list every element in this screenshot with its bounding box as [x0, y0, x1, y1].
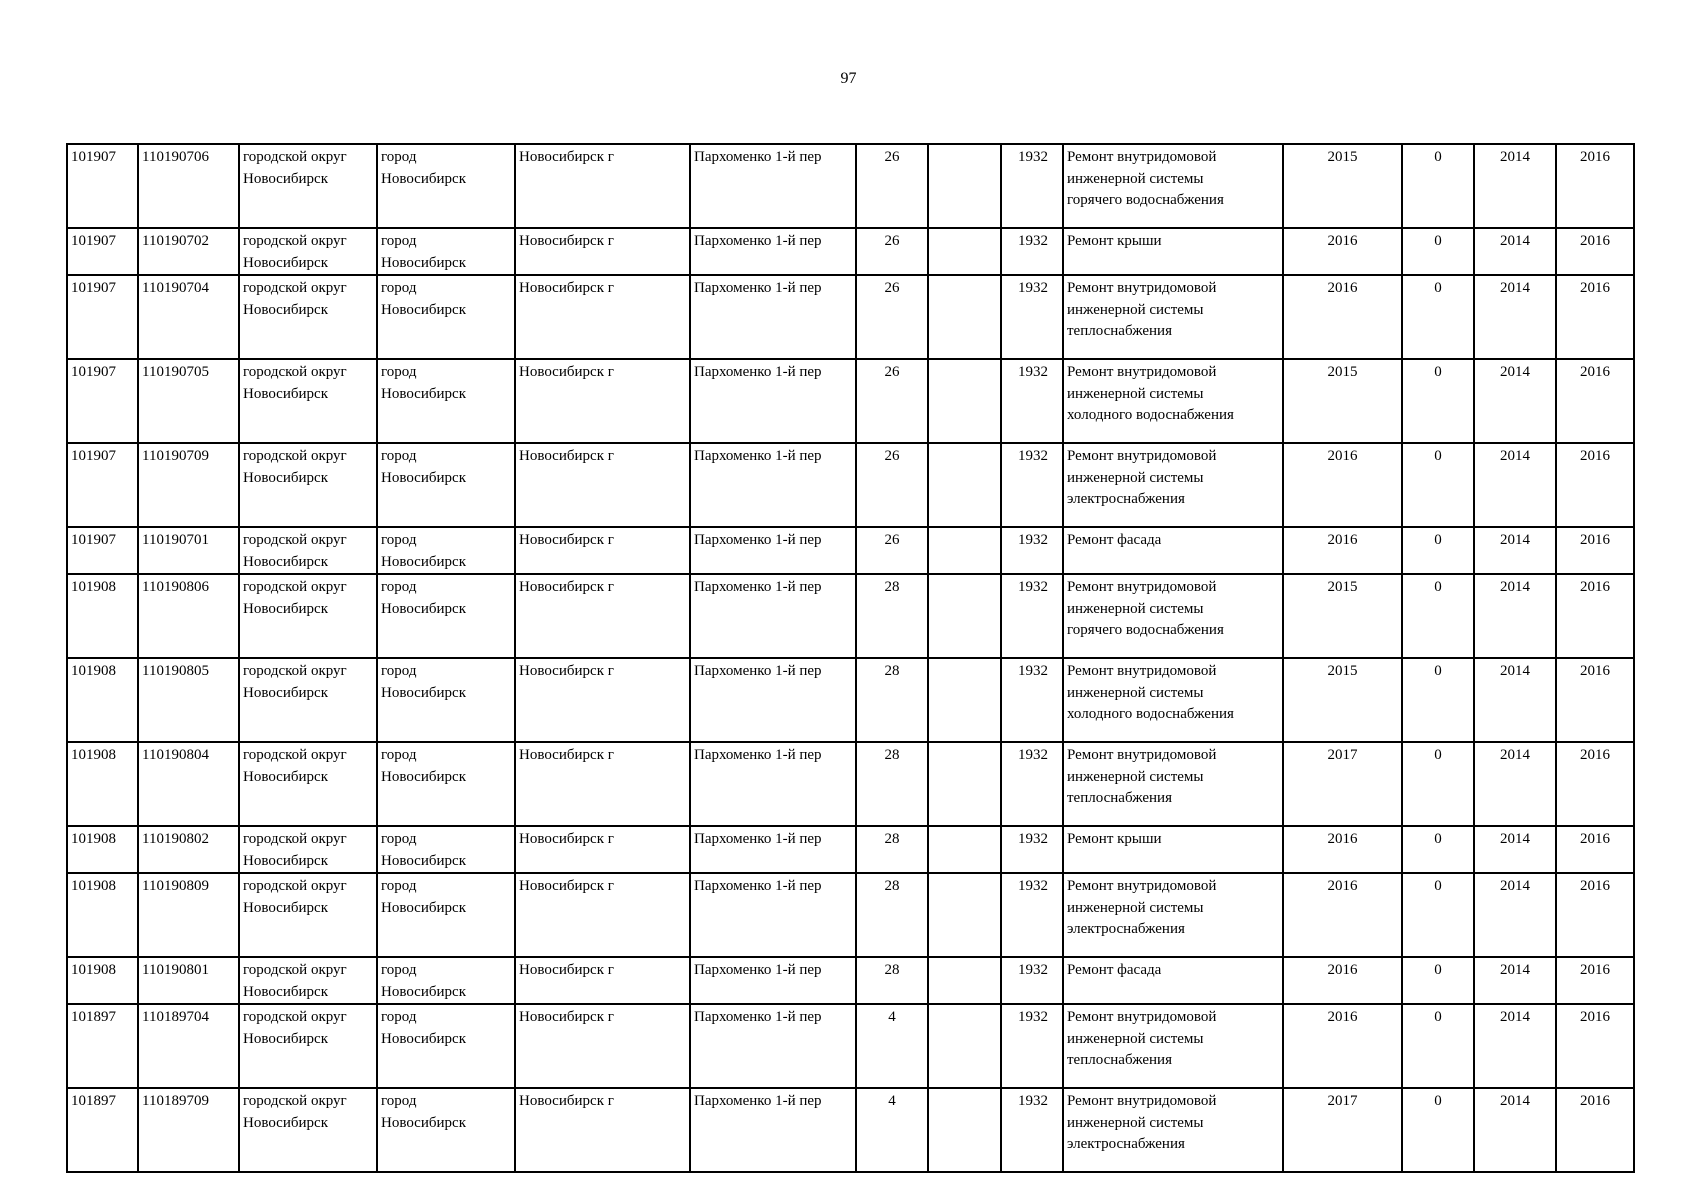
cell-settlement: город Новосибирск: [377, 742, 515, 826]
cell-house-number: 26: [856, 527, 928, 574]
cell-year-built: 1932: [1001, 443, 1063, 527]
cell-house-id: 101908: [67, 658, 138, 742]
cell-house-number: 28: [856, 742, 928, 826]
cell-locality: Новосибирск г: [515, 359, 690, 443]
table-row: [67, 957, 1634, 1004]
cell-municipality: городской округ Новосибирск: [239, 1004, 377, 1088]
cell-period-end: 2016: [1556, 574, 1634, 658]
cell-settlement: город Новосибирск: [377, 144, 515, 228]
cell-work-type: Ремонт внутридомовой инженерной системы холодного водоснабжения: [1063, 658, 1283, 742]
cell-work-id: 110190701: [138, 527, 239, 574]
cell-settlement: город Новосибирск: [377, 873, 515, 957]
cell-planned-year: 2016: [1283, 443, 1402, 527]
cell-street: Пархоменко 1-й пер: [690, 826, 856, 873]
cell-period-end: 2016: [1556, 443, 1634, 527]
cell-building: [928, 527, 1001, 574]
cell-building: [928, 742, 1001, 826]
cell-period-end: 2016: [1556, 275, 1634, 359]
cell-municipality: городской округ Новосибирск: [239, 873, 377, 957]
table-row: [67, 574, 1634, 658]
cell-work-id: 110190702: [138, 228, 239, 275]
cell-period-start: 2014: [1474, 275, 1556, 359]
cell-zero-value: 0: [1402, 658, 1474, 742]
cell-work-type: Ремонт фасада: [1063, 527, 1283, 574]
cell-house-id: 101907: [67, 144, 138, 228]
cell-year-built: 1932: [1001, 144, 1063, 228]
cell-locality: Новосибирск г: [515, 1004, 690, 1088]
cell-building: [928, 658, 1001, 742]
cell-house-number: 26: [856, 275, 928, 359]
table-row: [67, 873, 1634, 957]
cell-year-built: 1932: [1001, 527, 1063, 574]
cell-period-start: 2014: [1474, 144, 1556, 228]
cell-building: [928, 1004, 1001, 1088]
cell-building: [928, 359, 1001, 443]
repair-registry-table: [66, 143, 1635, 1173]
cell-municipality: городской округ Новосибирск: [239, 228, 377, 275]
page-number: 97: [840, 70, 857, 87]
cell-planned-year: 2016: [1283, 957, 1402, 1004]
cell-house-number: 28: [856, 873, 928, 957]
cell-building: [928, 228, 1001, 275]
cell-period-end: 2016: [1556, 228, 1634, 275]
cell-municipality: городской округ Новосибирск: [239, 1088, 377, 1172]
cell-year-built: 1932: [1001, 658, 1063, 742]
cell-street: Пархоменко 1-й пер: [690, 144, 856, 228]
cell-period-end: 2016: [1556, 527, 1634, 574]
cell-house-number: 26: [856, 359, 928, 443]
cell-street: Пархоменко 1-й пер: [690, 873, 856, 957]
cell-locality: Новосибирск г: [515, 527, 690, 574]
cell-locality: Новосибирск г: [515, 873, 690, 957]
cell-planned-year: 2015: [1283, 574, 1402, 658]
table-row: [67, 826, 1634, 873]
cell-zero-value: 0: [1402, 957, 1474, 1004]
cell-zero-value: 0: [1402, 228, 1474, 275]
cell-zero-value: 0: [1402, 873, 1474, 957]
cell-building: [928, 1088, 1001, 1172]
cell-zero-value: 0: [1402, 527, 1474, 574]
table-row: [67, 1004, 1634, 1088]
cell-work-id: 110190705: [138, 359, 239, 443]
cell-zero-value: 0: [1402, 826, 1474, 873]
cell-zero-value: 0: [1402, 275, 1474, 359]
cell-settlement: город Новосибирск: [377, 957, 515, 1004]
cell-locality: Новосибирск г: [515, 144, 690, 228]
table-row: [67, 275, 1634, 359]
cell-house-id: 101897: [67, 1088, 138, 1172]
table-row: [67, 742, 1634, 826]
cell-planned-year: 2016: [1283, 1004, 1402, 1088]
cell-municipality: городской округ Новосибирск: [239, 144, 377, 228]
cell-house-id: 101907: [67, 527, 138, 574]
cell-house-id: 101908: [67, 873, 138, 957]
table-row: [67, 658, 1634, 742]
cell-settlement: город Новосибирск: [377, 826, 515, 873]
cell-municipality: городской округ Новосибирск: [239, 742, 377, 826]
cell-work-id: 110190806: [138, 574, 239, 658]
cell-year-built: 1932: [1001, 873, 1063, 957]
cell-locality: Новосибирск г: [515, 826, 690, 873]
cell-zero-value: 0: [1402, 144, 1474, 228]
cell-work-type: Ремонт фасада: [1063, 957, 1283, 1004]
cell-period-start: 2014: [1474, 658, 1556, 742]
cell-house-id: 101907: [67, 443, 138, 527]
cell-period-end: 2016: [1556, 957, 1634, 1004]
cell-planned-year: 2016: [1283, 873, 1402, 957]
cell-house-number: 26: [856, 443, 928, 527]
cell-street: Пархоменко 1-й пер: [690, 742, 856, 826]
cell-work-id: 110190706: [138, 144, 239, 228]
cell-work-id: 110190704: [138, 275, 239, 359]
cell-period-start: 2014: [1474, 957, 1556, 1004]
cell-municipality: городской округ Новосибирск: [239, 527, 377, 574]
cell-work-id: 110190801: [138, 957, 239, 1004]
cell-settlement: город Новосибирск: [377, 658, 515, 742]
cell-street: Пархоменко 1-й пер: [690, 1004, 856, 1088]
cell-locality: Новосибирск г: [515, 658, 690, 742]
cell-period-end: 2016: [1556, 359, 1634, 443]
table-row: [67, 228, 1634, 275]
cell-work-type: Ремонт внутридомовой инженерной системы горячего водоснабжения: [1063, 144, 1283, 228]
table-row: [67, 144, 1634, 228]
cell-work-id: 110190804: [138, 742, 239, 826]
cell-locality: Новосибирск г: [515, 574, 690, 658]
cell-municipality: городской округ Новосибирск: [239, 275, 377, 359]
cell-work-id: 110190805: [138, 658, 239, 742]
cell-locality: Новосибирск г: [515, 443, 690, 527]
cell-zero-value: 0: [1402, 1088, 1474, 1172]
cell-period-start: 2014: [1474, 1004, 1556, 1088]
cell-building: [928, 957, 1001, 1004]
cell-settlement: город Новосибирск: [377, 574, 515, 658]
cell-house-id: 101908: [67, 742, 138, 826]
cell-work-type: Ремонт крыши: [1063, 228, 1283, 275]
cell-work-type: Ремонт внутридомовой инженерной системы теплоснабжения: [1063, 1004, 1283, 1088]
cell-zero-value: 0: [1402, 742, 1474, 826]
cell-locality: Новосибирск г: [515, 742, 690, 826]
cell-house-id: 101907: [67, 359, 138, 443]
cell-street: Пархоменко 1-й пер: [690, 957, 856, 1004]
cell-year-built: 1932: [1001, 826, 1063, 873]
cell-municipality: городской округ Новосибирск: [239, 826, 377, 873]
cell-year-built: 1932: [1001, 275, 1063, 359]
cell-period-end: 2016: [1556, 826, 1634, 873]
cell-municipality: городской округ Новосибирск: [239, 359, 377, 443]
cell-work-id: 110189704: [138, 1004, 239, 1088]
cell-municipality: городской округ Новосибирск: [239, 658, 377, 742]
cell-work-type: Ремонт внутридомовой инженерной системы электроснабжения: [1063, 1088, 1283, 1172]
cell-house-number: 26: [856, 144, 928, 228]
cell-work-type: Ремонт крыши: [1063, 826, 1283, 873]
table-row: [67, 527, 1634, 574]
cell-street: Пархоменко 1-й пер: [690, 574, 856, 658]
cell-year-built: 1932: [1001, 1004, 1063, 1088]
cell-planned-year: 2017: [1283, 1088, 1402, 1172]
cell-period-end: 2016: [1556, 1004, 1634, 1088]
cell-zero-value: 0: [1402, 359, 1474, 443]
cell-period-start: 2014: [1474, 826, 1556, 873]
cell-street: Пархоменко 1-й пер: [690, 527, 856, 574]
cell-period-end: 2016: [1556, 742, 1634, 826]
cell-building: [928, 443, 1001, 527]
table-row: [67, 359, 1634, 443]
cell-house-number: 4: [856, 1088, 928, 1172]
cell-settlement: город Новосибирск: [377, 443, 515, 527]
cell-settlement: город Новосибирск: [377, 527, 515, 574]
cell-locality: Новосибирск г: [515, 228, 690, 275]
table-row: [67, 443, 1634, 527]
cell-street: Пархоменко 1-й пер: [690, 228, 856, 275]
cell-period-start: 2014: [1474, 359, 1556, 443]
cell-planned-year: 2016: [1283, 527, 1402, 574]
cell-house-number: 28: [856, 658, 928, 742]
cell-period-end: 2016: [1556, 873, 1634, 957]
cell-building: [928, 144, 1001, 228]
cell-work-type: Ремонт внутридомовой инженерной системы холодного водоснабжения: [1063, 359, 1283, 443]
cell-zero-value: 0: [1402, 574, 1474, 658]
table-body: [67, 144, 1634, 1172]
cell-planned-year: 2016: [1283, 826, 1402, 873]
cell-settlement: город Новосибирск: [377, 359, 515, 443]
cell-work-type: Ремонт внутридомовой инженерной системы горячего водоснабжения: [1063, 574, 1283, 658]
cell-building: [928, 873, 1001, 957]
cell-work-type: Ремонт внутридомовой инженерной системы теплоснабжения: [1063, 275, 1283, 359]
cell-period-start: 2014: [1474, 527, 1556, 574]
cell-locality: Новосибирск г: [515, 957, 690, 1004]
cell-settlement: город Новосибирск: [377, 1088, 515, 1172]
cell-municipality: городской округ Новосибирск: [239, 957, 377, 1004]
cell-locality: Новосибирск г: [515, 1088, 690, 1172]
cell-planned-year: 2015: [1283, 359, 1402, 443]
cell-period-end: 2016: [1556, 1088, 1634, 1172]
cell-settlement: город Новосибирск: [377, 1004, 515, 1088]
cell-house-id: 101908: [67, 574, 138, 658]
cell-street: Пархоменко 1-й пер: [690, 359, 856, 443]
cell-settlement: город Новосибирск: [377, 275, 515, 359]
cell-work-type: Ремонт внутридомовой инженерной системы теплоснабжения: [1063, 742, 1283, 826]
cell-house-number: 28: [856, 826, 928, 873]
cell-planned-year: 2016: [1283, 275, 1402, 359]
cell-house-id: 101908: [67, 957, 138, 1004]
cell-work-id: 110190709: [138, 443, 239, 527]
cell-work-id: 110190802: [138, 826, 239, 873]
cell-planned-year: 2015: [1283, 144, 1402, 228]
cell-year-built: 1932: [1001, 742, 1063, 826]
cell-street: Пархоменко 1-й пер: [690, 1088, 856, 1172]
cell-year-built: 1932: [1001, 228, 1063, 275]
cell-house-number: 28: [856, 574, 928, 658]
cell-house-id: 101907: [67, 228, 138, 275]
cell-municipality: городской округ Новосибирск: [239, 574, 377, 658]
cell-planned-year: 2015: [1283, 658, 1402, 742]
table-row: [67, 1088, 1634, 1172]
cell-street: Пархоменко 1-й пер: [690, 275, 856, 359]
cell-settlement: город Новосибирск: [377, 228, 515, 275]
cell-period-end: 2016: [1556, 144, 1634, 228]
cell-year-built: 1932: [1001, 574, 1063, 658]
cell-year-built: 1932: [1001, 1088, 1063, 1172]
cell-year-built: 1932: [1001, 359, 1063, 443]
cell-period-start: 2014: [1474, 574, 1556, 658]
cell-house-id: 101897: [67, 1004, 138, 1088]
cell-house-number: 28: [856, 957, 928, 1004]
cell-planned-year: 2017: [1283, 742, 1402, 826]
cell-locality: Новосибирск г: [515, 275, 690, 359]
cell-period-start: 2014: [1474, 873, 1556, 957]
cell-work-id: 110190809: [138, 873, 239, 957]
cell-planned-year: 2016: [1283, 228, 1402, 275]
cell-building: [928, 826, 1001, 873]
cell-period-start: 2014: [1474, 443, 1556, 527]
cell-building: [928, 574, 1001, 658]
cell-period-end: 2016: [1556, 658, 1634, 742]
cell-building: [928, 275, 1001, 359]
cell-year-built: 1932: [1001, 957, 1063, 1004]
cell-house-number: 4: [856, 1004, 928, 1088]
cell-period-start: 2014: [1474, 1088, 1556, 1172]
cell-work-id: 110189709: [138, 1088, 239, 1172]
cell-zero-value: 0: [1402, 443, 1474, 527]
cell-municipality: городской округ Новосибирск: [239, 443, 377, 527]
cell-work-type: Ремонт внутридомовой инженерной системы электроснабжения: [1063, 873, 1283, 957]
cell-street: Пархоменко 1-й пер: [690, 658, 856, 742]
cell-period-start: 2014: [1474, 228, 1556, 275]
cell-street: Пархоменко 1-й пер: [690, 443, 856, 527]
cell-house-id: 101908: [67, 826, 138, 873]
cell-house-id: 101907: [67, 275, 138, 359]
cell-house-number: 26: [856, 228, 928, 275]
cell-period-start: 2014: [1474, 742, 1556, 826]
cell-work-type: Ремонт внутридомовой инженерной системы электроснабжения: [1063, 443, 1283, 527]
cell-zero-value: 0: [1402, 1004, 1474, 1088]
